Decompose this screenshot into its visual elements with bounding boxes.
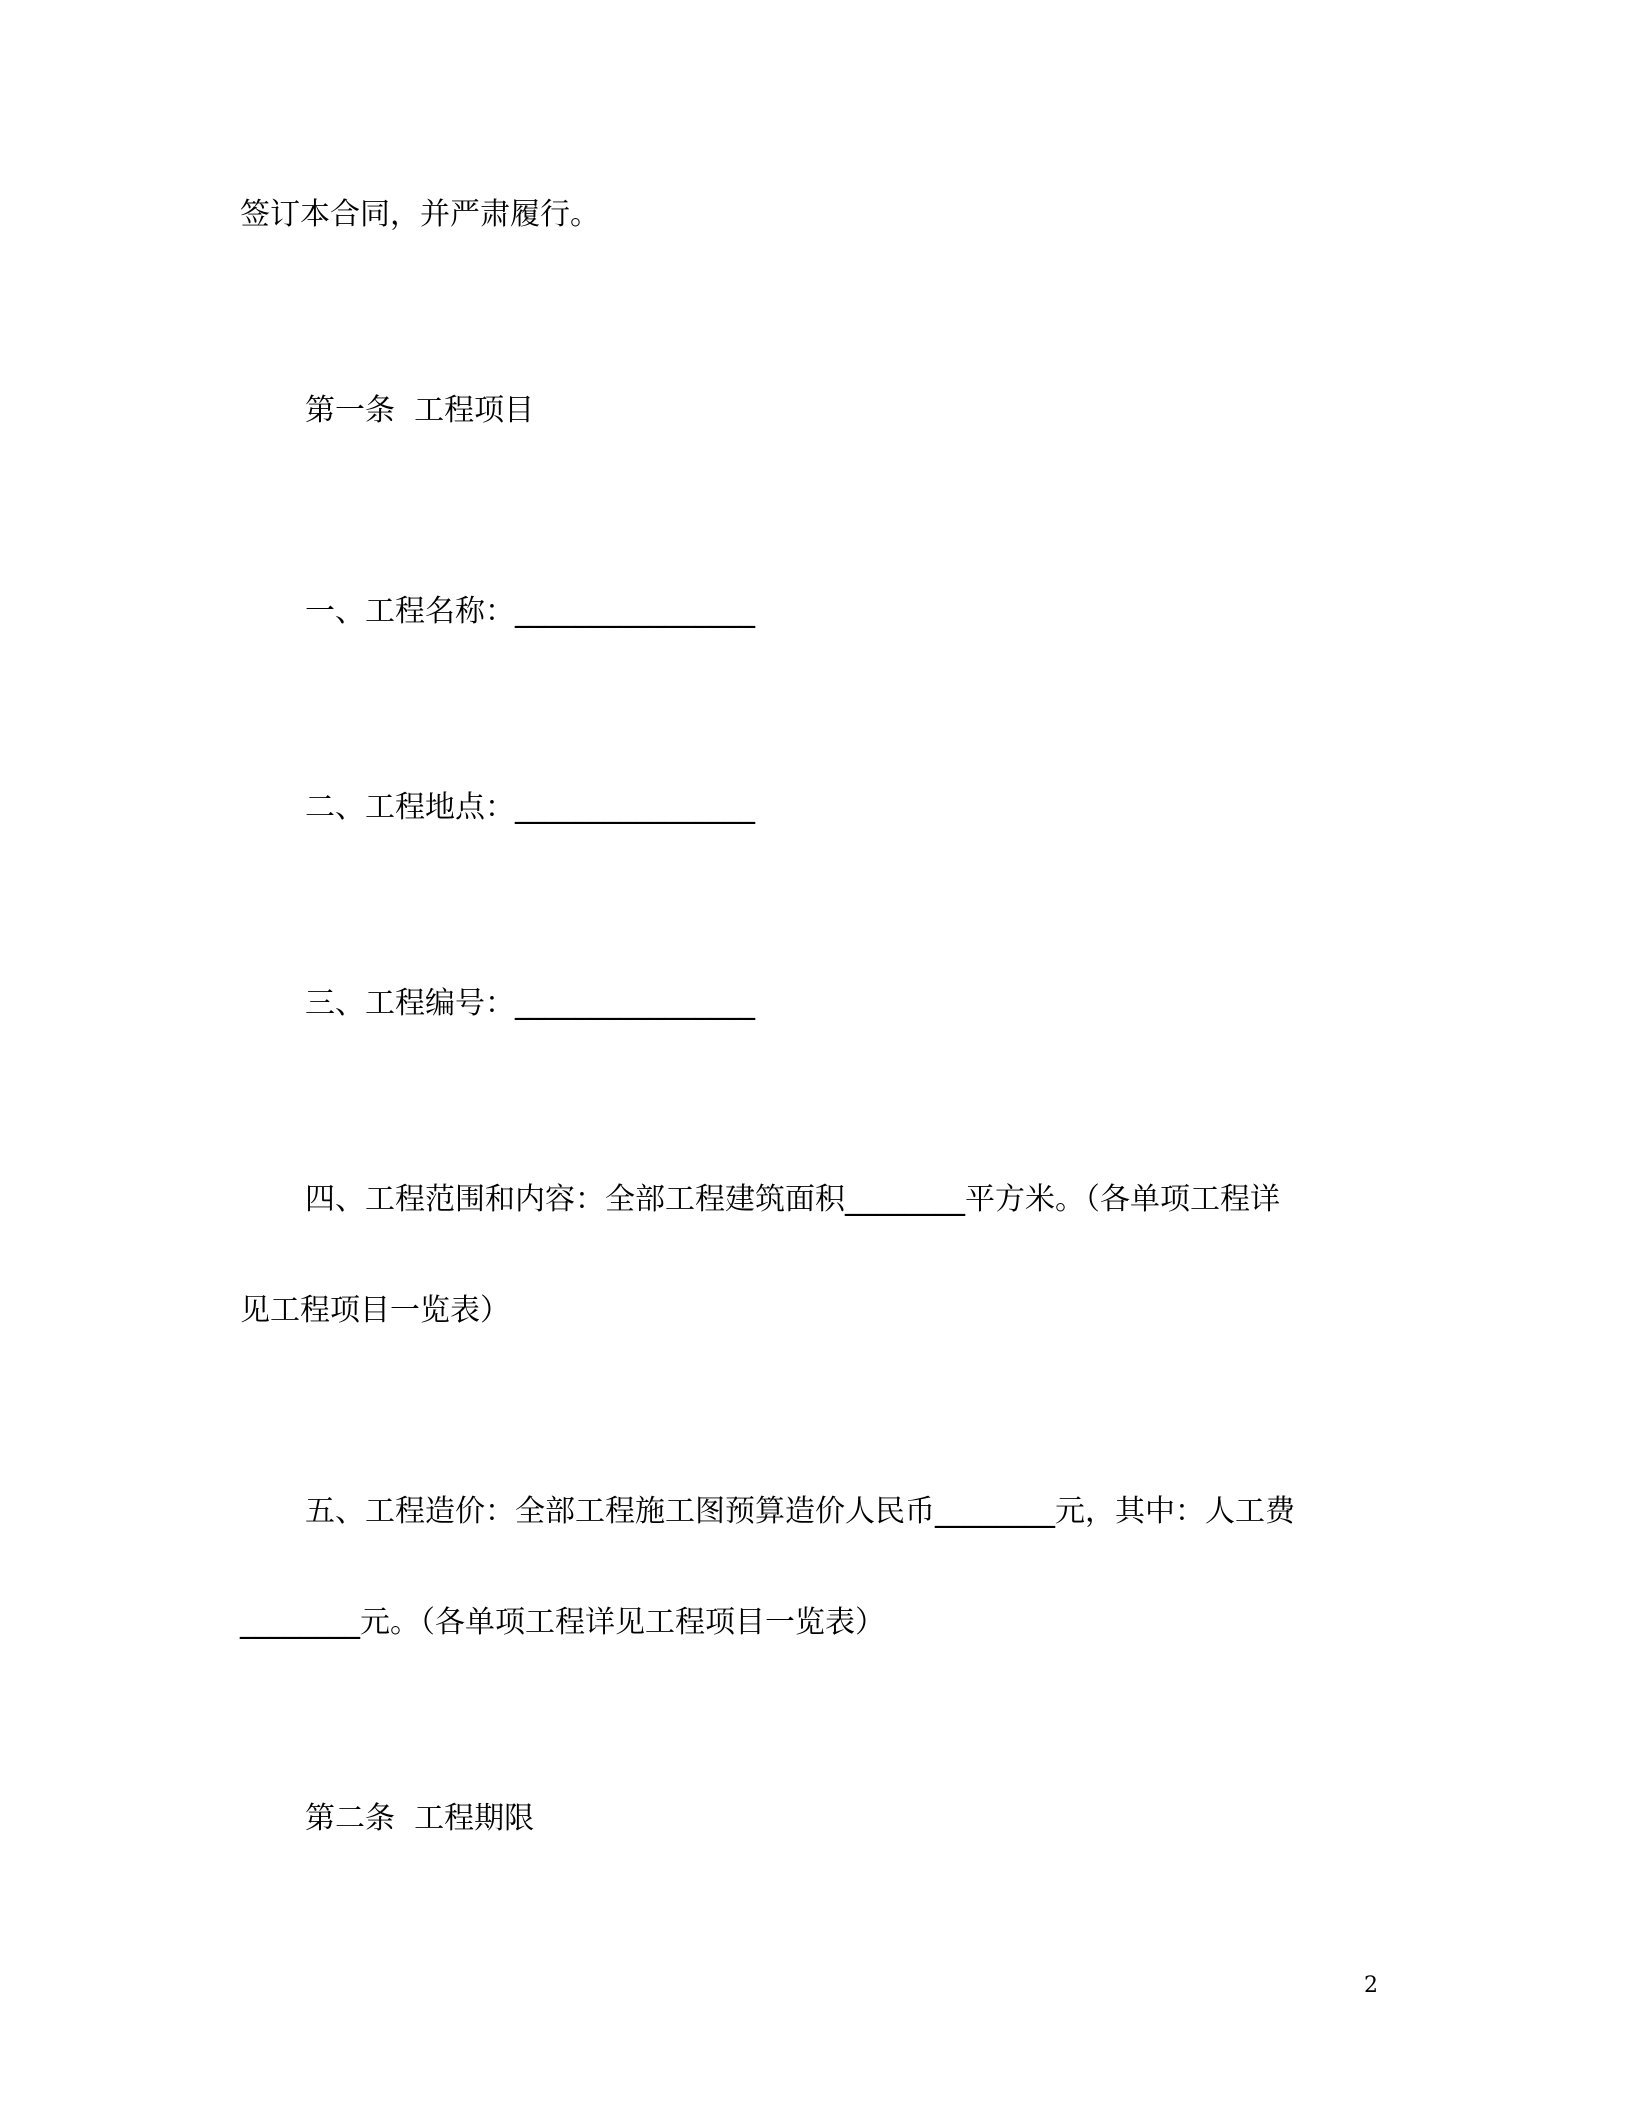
text-line-opening: 签订本合同，并严肃履行。	[240, 197, 600, 232]
project-name-line: 一、工程名称：________________	[305, 594, 755, 629]
page-number: 2	[1364, 1973, 1378, 1998]
project-cost-continuation: ________元。（各单项工程详见工程项目一览表）	[240, 1605, 885, 1640]
project-location-line: 二、工程地点：________________	[305, 790, 755, 825]
article-1-heading: 第一条 工程项目	[305, 393, 535, 428]
project-scope-line: 四、工程范围和内容：全部工程建筑面积________平方米。（各单项工程详	[305, 1182, 1280, 1217]
project-cost-line: 五、工程造价：全部工程施工图预算造价人民币________元，其中：人工费	[305, 1494, 1295, 1529]
project-scope-continuation: 见工程项目一览表）	[240, 1293, 510, 1328]
article-2-heading: 第二条 工程期限	[305, 1801, 535, 1836]
project-number-line: 三、工程编号：________________	[305, 986, 755, 1021]
